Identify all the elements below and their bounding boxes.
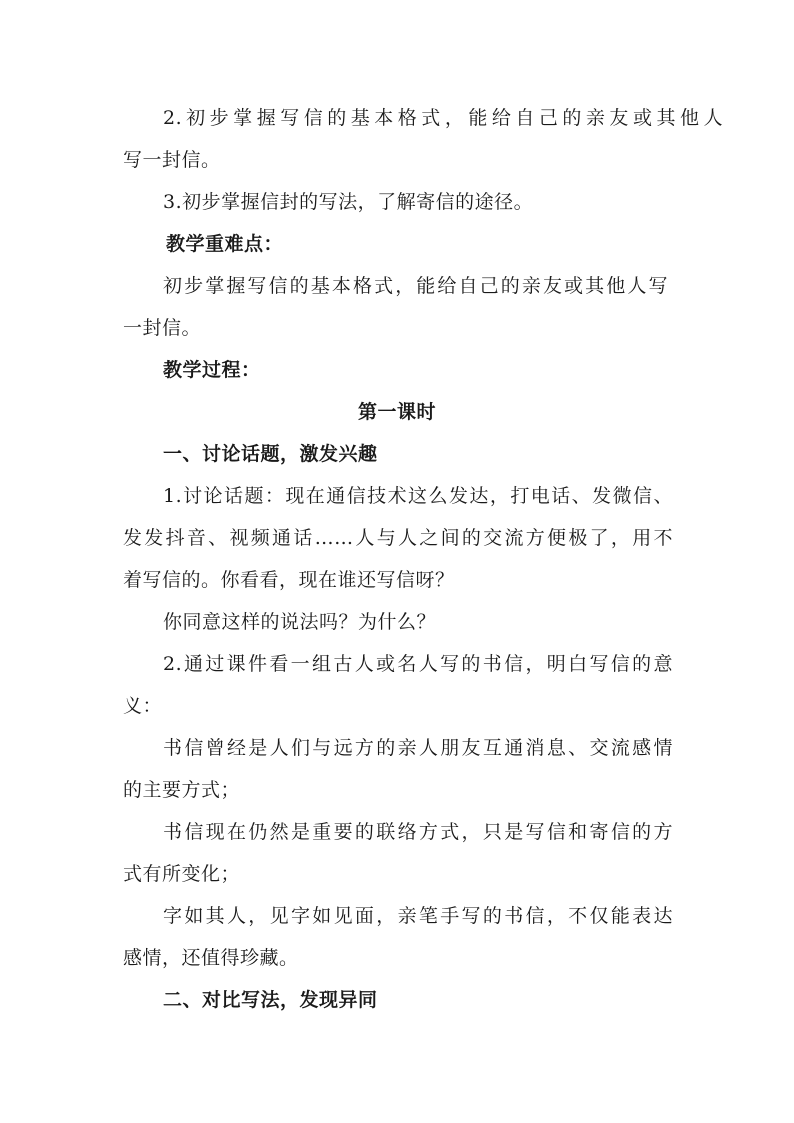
s1-paragraph-3-line-1: 2.通过课件看一组古人或名人写的书信，明白写信的意 (163, 653, 673, 675)
key-points-heading: 教学重难点： (166, 233, 284, 255)
s1-paragraph-4-line-2: 的主要方式； (123, 779, 241, 801)
s1-paragraph-3-line-2: 义： (123, 695, 163, 717)
goal-3: 3.初步掌握信封的写法，了解寄信的途径。 (163, 191, 534, 213)
key-points-line-1: 初步掌握写信的基本格式，能给自己的亲友或其他人写 (163, 275, 668, 297)
s1-paragraph-1-line-2: 发发抖音、视频通话……人与人之间的交流方便极了，用不 (123, 527, 673, 549)
s1-paragraph-1-line-1: 1.讨论话题：现在通信技术这么发达，打电话、发微信、 (163, 485, 673, 507)
key-points-line-2: 一封信。 (123, 317, 202, 339)
section-2-heading: 二、对比写法，发现异同 (163, 989, 378, 1011)
process-heading: 教学过程： (163, 359, 261, 381)
lesson-title: 第一课时 (357, 401, 436, 423)
s1-paragraph-6-line-1: 字如其人，见字如见面，亲笔手写的书信，不仅能表达 (163, 905, 673, 927)
s1-paragraph-4-line-1: 书信曾经是人们与远方的亲人朋友互通消息、交流感情 (163, 737, 673, 759)
s1-paragraph-1-line-3: 着写信的。你看看，现在谁还写信呀？ (123, 569, 455, 591)
goal-2-line-2: 写一封信。 (123, 149, 221, 171)
s1-paragraph-5-line-2: 式有所变化； (123, 863, 241, 885)
s1-paragraph-2: 你同意这样的说法吗？为什么？ (163, 611, 437, 633)
section-1-heading: 一、讨论话题，激发兴趣 (163, 443, 378, 465)
s1-paragraph-5-line-1: 书信现在仍然是重要的联络方式，只是写信和寄信的方 (163, 821, 673, 843)
goal-2-line-1: 2.初步掌握写信的基本格式，能给自己的亲友或其他人 (163, 107, 723, 129)
s1-paragraph-6-line-2: 感情，还值得珍藏。 (123, 947, 299, 969)
